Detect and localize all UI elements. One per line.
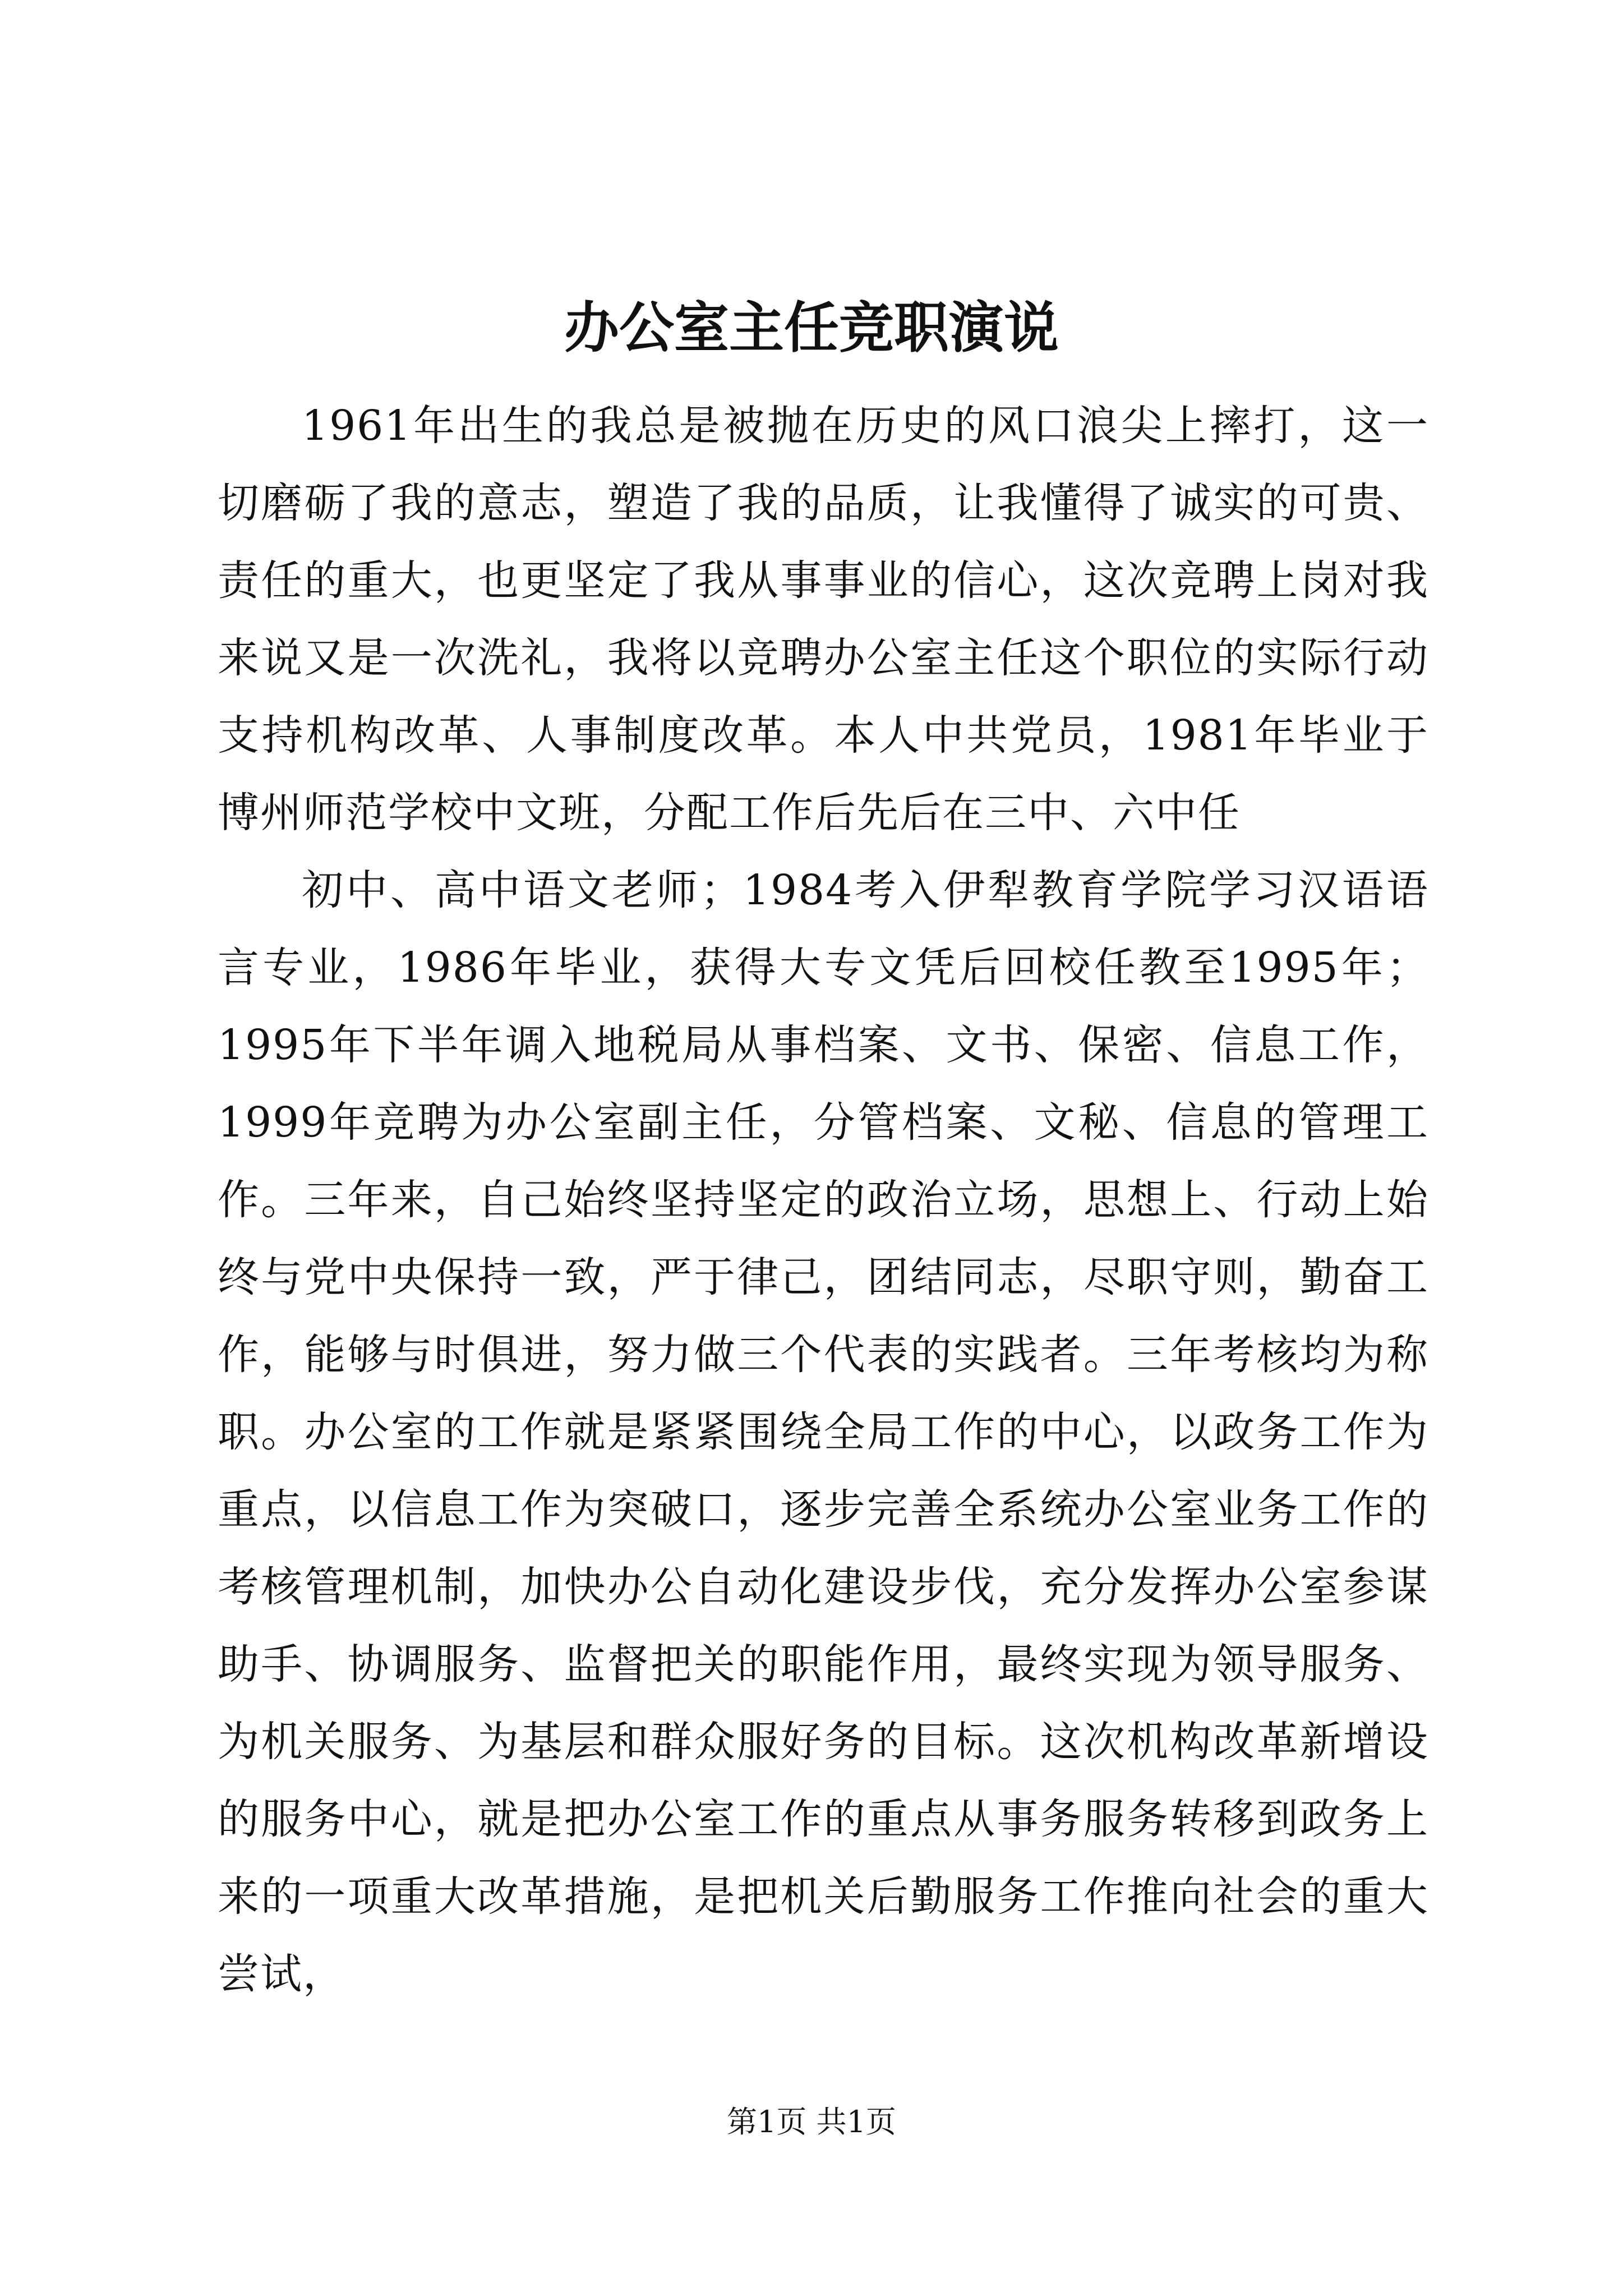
- document-title: 办公室主任竞职演说: [564, 296, 1059, 360]
- document-body: [218, 387, 1429, 2013]
- paragraph-1: 1961年出生的我总是被抛在历史的风口浪尖上摔打，这一切磨砺了我的意志，塑造了我的品质，让我懂得了诚实的可贵、责任的重大，也更坚定了我从事事业的信心，这次竞聘上岗对我来说又是一次洗礼，我将以竞聘办公室主任这个职位的实际行动支持机构改革、人事制度改革。本人中共党员，1981年毕业于博州师范学校中文班，分配工作后先后在三中、六中任: [218, 402, 1429, 837]
- page-footer: 第1页 共1页: [727, 2104, 896, 2139]
- paragraph-2: 初中、高中语文老师；1984考入伊犁教育学院学习汉语语言专业，1986年毕业，获得大专文凭后回校任教至1995年；1995年下半年调入地税局从事档案、文书、保密、信息工作，1999年竞聘为办公室副主任，分管档案、文秘、信息的管理工作。三年来，自己始终坚持坚定的政治立场，思想上、行动上始终与党中央保持一致，严于律己，团结同志，尽职守则，勤奋工作，能够与时俱进，努力做三个代表的实践者。三年考核均为称职。办公室的工作就是紧紧围绕全局工作的中心，以政务工作为重点，以信息工作为突破口，逐步完善全系统办公室业务工作的考核管理机制，加快办公自动化建设步伐，充分发挥办公室参谋助手、协调服务、监督把关的职能作用，最终实现为领导服务、为机关服务、为基层和群众服好务的目标。这次机构改革新增设的服务中心，就是把办公室工作的重点从事务服务转移到政务上来的一项重大改革措施，是把机关后勤服务工作推向社会的重大尝试，: [218, 866, 1429, 1998]
